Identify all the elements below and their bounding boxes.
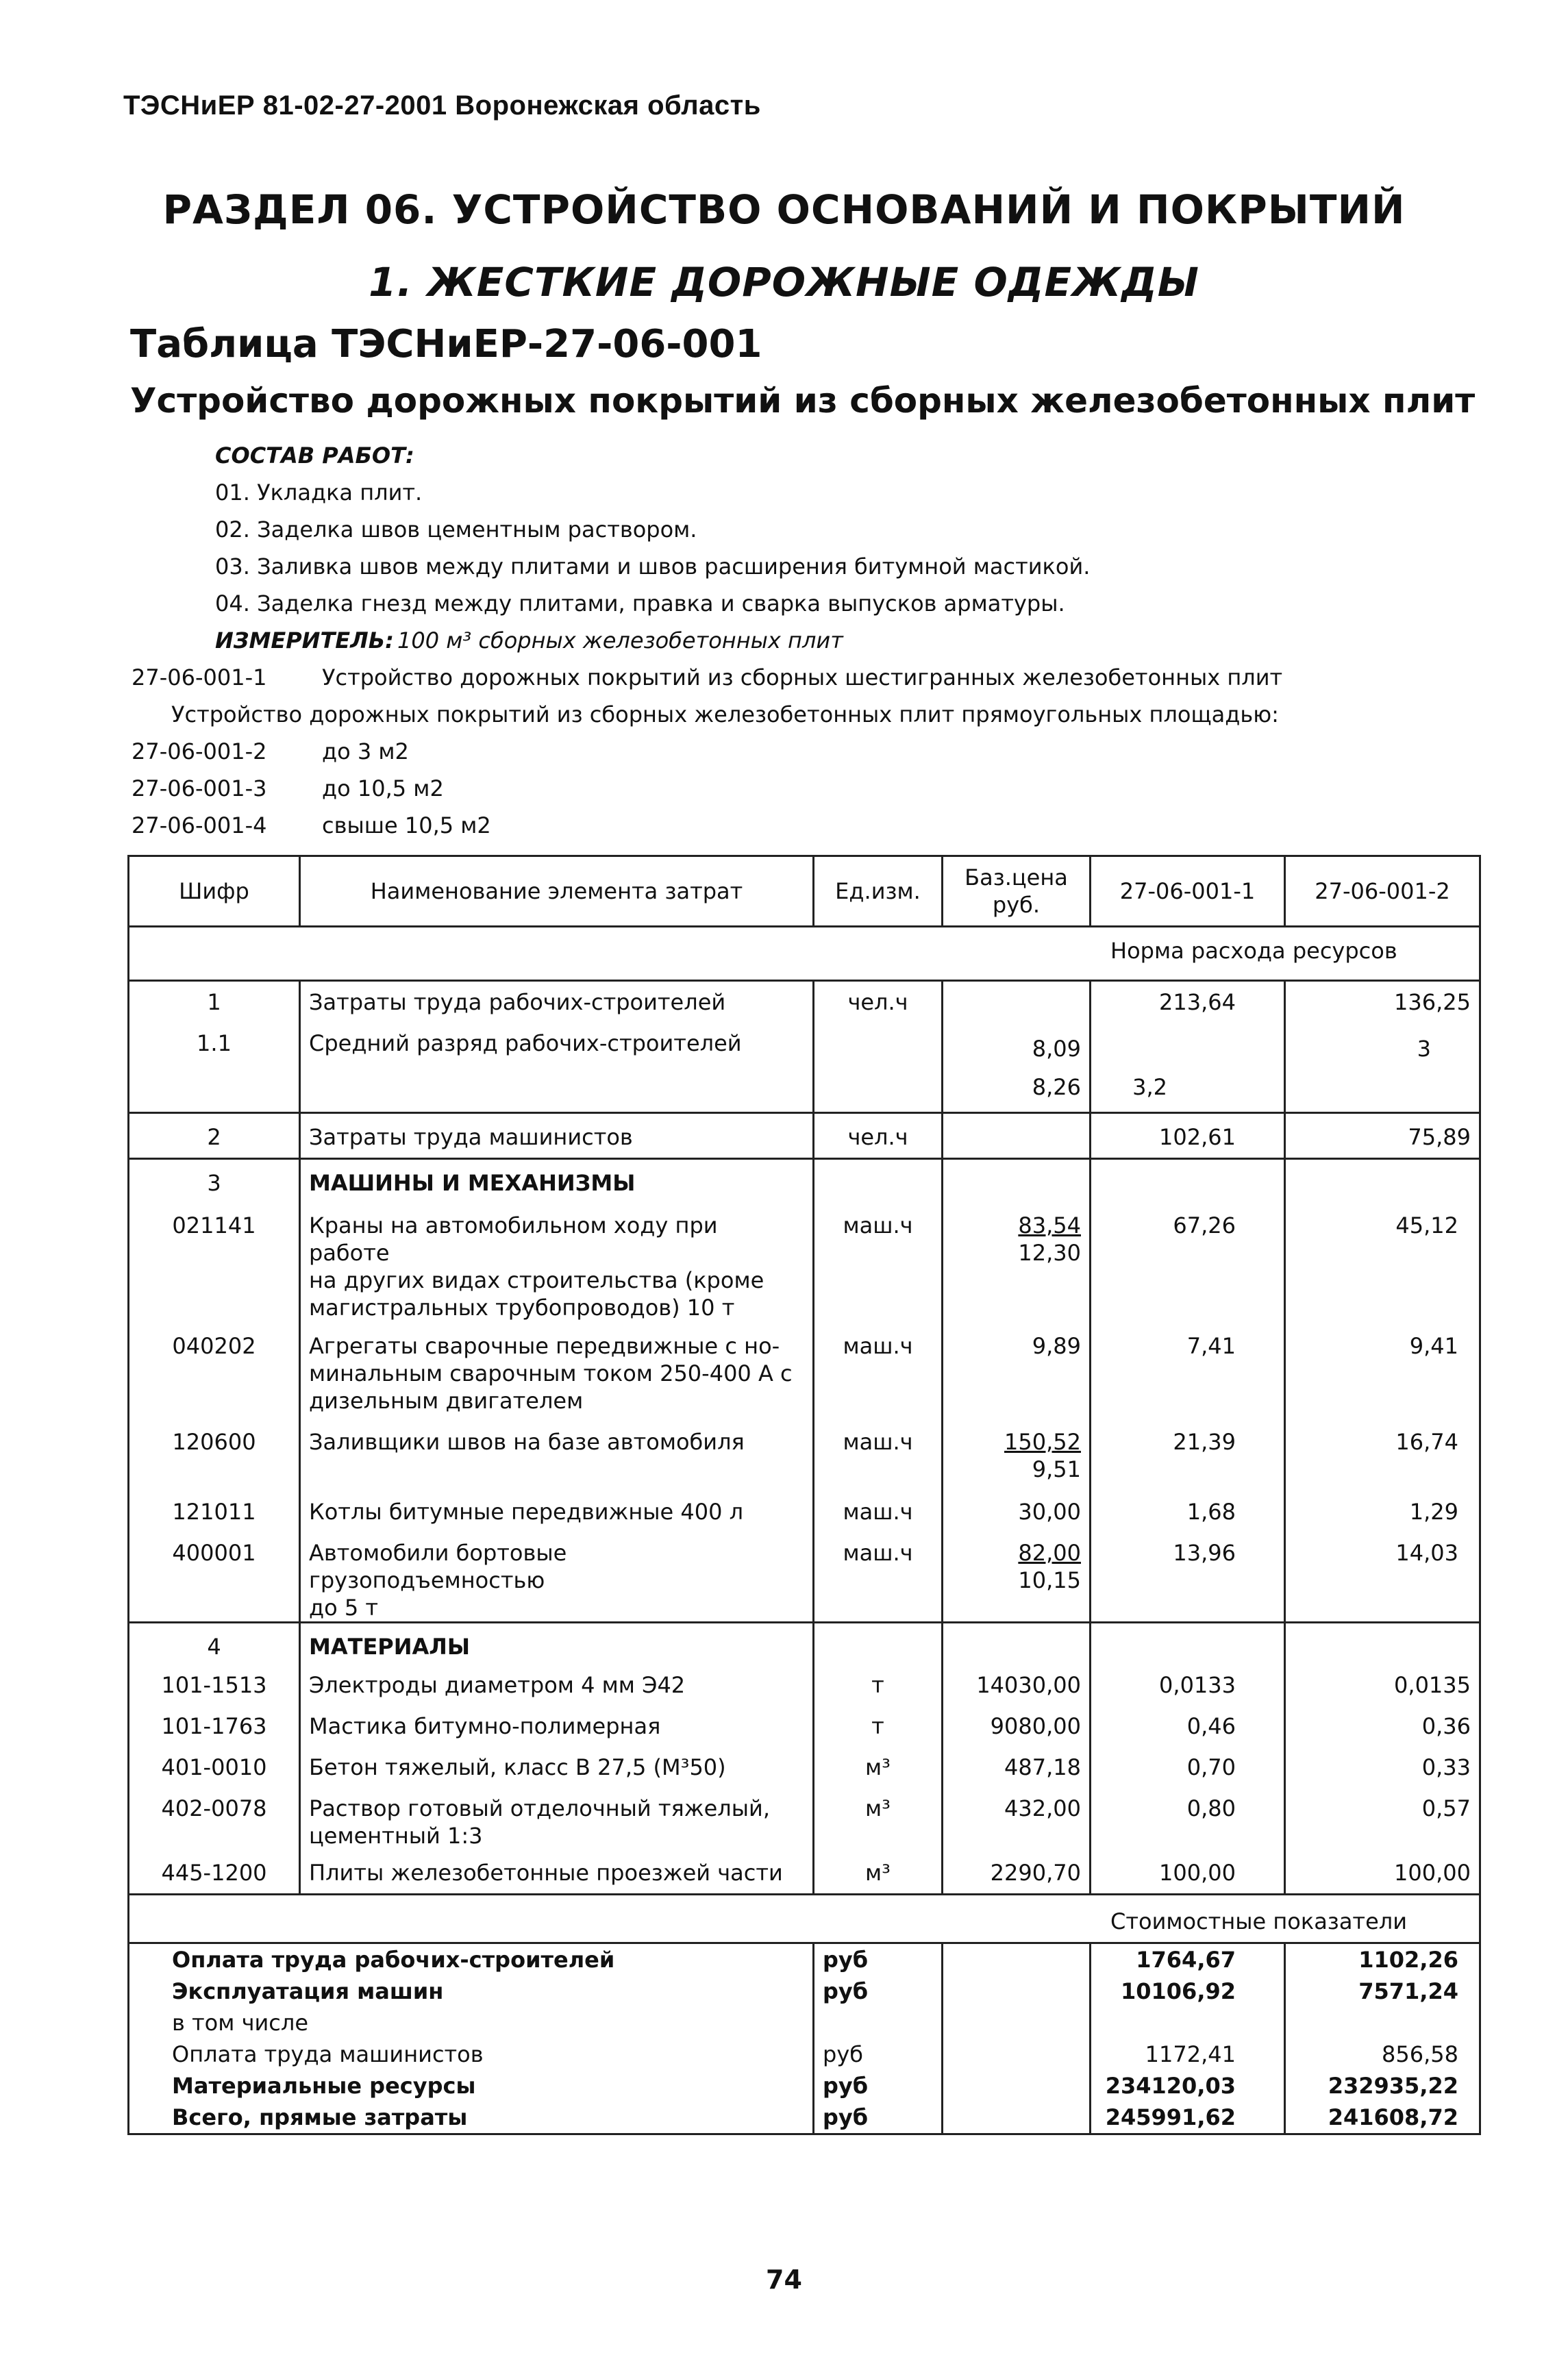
work-item: 02. Заделка швов цементным раствором. [215,516,697,543]
table-row: 101-1513 Электроды диаметром 4 мм Э42 т 14030,00 0,0133 0,0135 [129,1660,1480,1699]
table-row: 1 Затраты труда рабочих-строителей чел.ч 213,64 136,25 [129,981,1480,1017]
table-row: 445-1200 Плиты железобетонные проезжей части м³ 2290,70 100,00 100,00 [129,1849,1480,1895]
table-row: 402-0078 Раствор готовый отделочный тяжелый, цементный 1:3 м³ 432,00 0,80 0,57 [129,1781,1480,1849]
work-item: 03. Заливка швов между плитами и швов расширения битумной мастикой. [215,553,1091,580]
table-row: 1.1 Средний разряд рабочих-строителей 8,09 8,26 3,2 3 [129,1016,1480,1113]
code-2-desc: до 3 м2 [322,738,409,764]
norm-header-row [129,927,1480,981]
col-2-header: 27-06-001-2 [1285,856,1480,927]
cost-row: в том числе [129,2007,1480,2039]
code-4: 27-06-001-4 [132,812,267,838]
work-item: 01. Укладка плит. [215,479,423,506]
code-1: 27-06-001-1 [132,664,267,690]
cost-row: Оплата труда машинистов руб 1172,41 856,58 [129,2039,1480,2070]
group-desc: Устройство дорожных покрытий из сборных железобетонных плит прямоугольных площадью: [171,701,1279,727]
norm-header: Норма расхода ресурсов [1110,938,1397,964]
table-row: 2 Затраты труда машинистов чел.ч 102,61 75,89 [129,1113,1480,1159]
meter-label: ИЗМЕРИТЕЛЬ: [215,627,394,653]
col-name-header: Наименование элемента затрат [300,856,814,927]
table-row: 4 МАТЕРИАЛЫ [129,1623,1480,1661]
resource-table [127,855,1481,2135]
cost-header: Стоимостные показатели [1110,1908,1407,1934]
code-3: 27-06-001-3 [132,775,267,801]
meter-value: 100 м³ сборных железобетонных плит [397,627,843,653]
document-header: ТЭСНиЕР 81-02-27-2001 Воронежская область [123,90,761,121]
cost-row: Материальные ресурсы руб 234120,03 232935,22 [129,2070,1480,2102]
code-2: 27-06-001-2 [132,738,267,764]
table-row: 120600 Заливщики швов на базе автомобиля маш.ч 150,52 9,51 21,39 16,74 [129,1421,1480,1491]
table-row: 401-0010 Бетон тяжелый, класс В 27,5 (М³50) м³ 487,18 0,70 0,33 [129,1740,1480,1781]
col-unit-header: Ед.изм. [814,856,943,927]
works-label: СОСТАВ РАБОТ: [215,443,414,469]
table-title: Устройство дорожных покрытий из сборных железобетонных плит [130,381,1476,421]
table-row: 021141 Краны на автомобильном ходу при работе на других видах строительства (кроме магистральных трубопроводов) 10 т маш.ч 83,54 12,30 67,26 45,12 [129,1197,1480,1323]
cost-row: Оплата труда рабочих-строителей руб 1764,67 1102,26 [129,1943,1480,1976]
col-1-header: 27-06-001-1 [1091,856,1285,927]
cost-row: Эксплуатация машин руб 10106,92 7571,24 [129,1976,1480,2007]
code-1-desc: Устройство дорожных покрытий из сборных шестигранных железобетонных плит [322,664,1283,690]
code-3-desc: до 10,5 м2 [322,775,444,801]
col-price-header: Баз.цена руб. [943,856,1091,927]
table-row: 101-1763 Мастика битумно-полимерная т 9080,00 0,46 0,36 [129,1699,1480,1740]
cost-header-row [129,1895,1480,1943]
meter-line [215,627,843,653]
section-title: РАЗДЕЛ 06. УСТРОЙСТВО ОСНОВАНИЙ И ПОКРЫТИЙ [162,186,1406,233]
table-row: 3 МАШИНЫ И МЕХАНИЗМЫ [129,1159,1480,1197]
table-row: 121011 Котлы битумные передвижные 400 л маш.ч 30,00 1,68 1,29 [129,1491,1480,1532]
page-number: 74 [766,2265,802,2295]
col-code-header: Шифр [129,856,300,927]
subsection-title: 1. ЖЕСТКИЕ ДОРОЖНЫЕ ОДЕЖДЫ [369,259,1199,306]
table-row: 400001 Автомобили бортовые грузоподъемностью до 5 т маш.ч 82,00 10,15 13,96 14,03 [129,1532,1480,1623]
work-item: 04. Заделка гнезд между плитами, правка и сварка выпусков арматуры. [215,590,1065,616]
table-row: 040202 Агрегаты сварочные передвижные с но- минальным сварочным током 250-400 А с дизельным двигателем маш.ч 9,89 7,41 9,41 [129,1323,1480,1421]
cost-row: Всего, прямые затраты руб 245991,62 241608,72 [129,2102,1480,2134]
table-label: Таблица ТЭСНиЕР-27-06-001 [130,322,762,366]
code-4-desc: свыше 10,5 м2 [322,812,491,838]
table-header-row [129,856,1480,927]
